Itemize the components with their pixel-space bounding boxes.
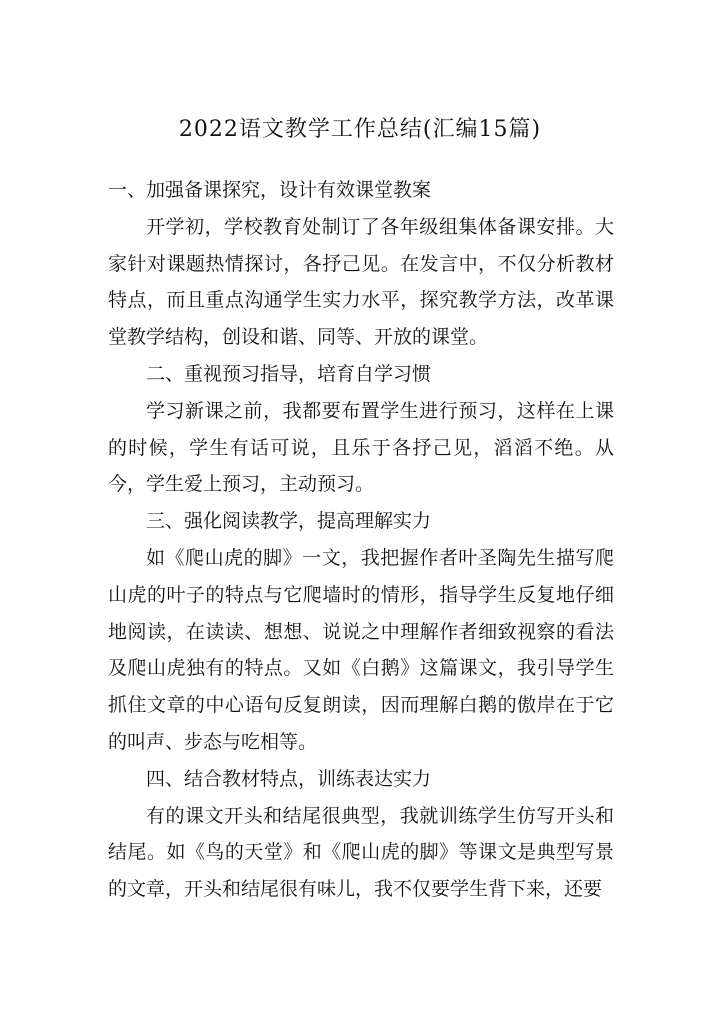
section-heading-3: 三、强化阅读教学，提高理解实力 <box>146 510 432 533</box>
section-paragraph-4: 有的课文开头和结尾很典型，我就训练学生仿写开头和结尾。如《鸟的天堂》和《爬山虎的脚》等课文是典型写景的文章，开头和结尾很有味儿，我不仅要学生背下来，还要 <box>108 804 614 901</box>
section-heading-4: 四、结合教材特点，训练表达实力 <box>146 767 432 790</box>
section-paragraph-2: 学习新课之前，我都要布置学生进行预习，这样在上课的时候，学生有话可说，且乐于各抒己见，滔滔不绝。从今，学生爱上预习，主动预习。 <box>108 399 614 496</box>
document-title: 2022语文教学工作总结(汇编15篇) <box>178 117 542 142</box>
section-heading-1: 一、加强备课探究，设计有效课堂教案 <box>108 179 432 201</box>
section-paragraph-1: 开学初，学校教育处制订了各年级组集体备课安排。大家针对课题热情探讨，各抒己见。在发言中，不仅分析教材特点，而且重点沟通学生实力水平，探究教学方法，改革课堂教学结构，创设和谐、同等、开放的课堂。 <box>108 215 614 349</box>
section-heading-2: 二、重视预习指导，培育自学习惯 <box>146 362 432 385</box>
section-paragraph-3: 如《爬山虎的脚》一文，我把握作者叶圣陶先生描写爬山虎的叶子的特点与它爬墙时的情形，指导学生反复地仔细地阅读，在读读、想想、说说之中理解作者细致视察的看法及爬山虎独有的特点。又如《白鹅》这篇课文，我引导学生抓住文章的中心语句反复朗读，因而理解白鹅的傲岸在于它的叫声、步态与吃相等。 <box>108 546 614 753</box>
document-body <box>108 172 614 908</box>
